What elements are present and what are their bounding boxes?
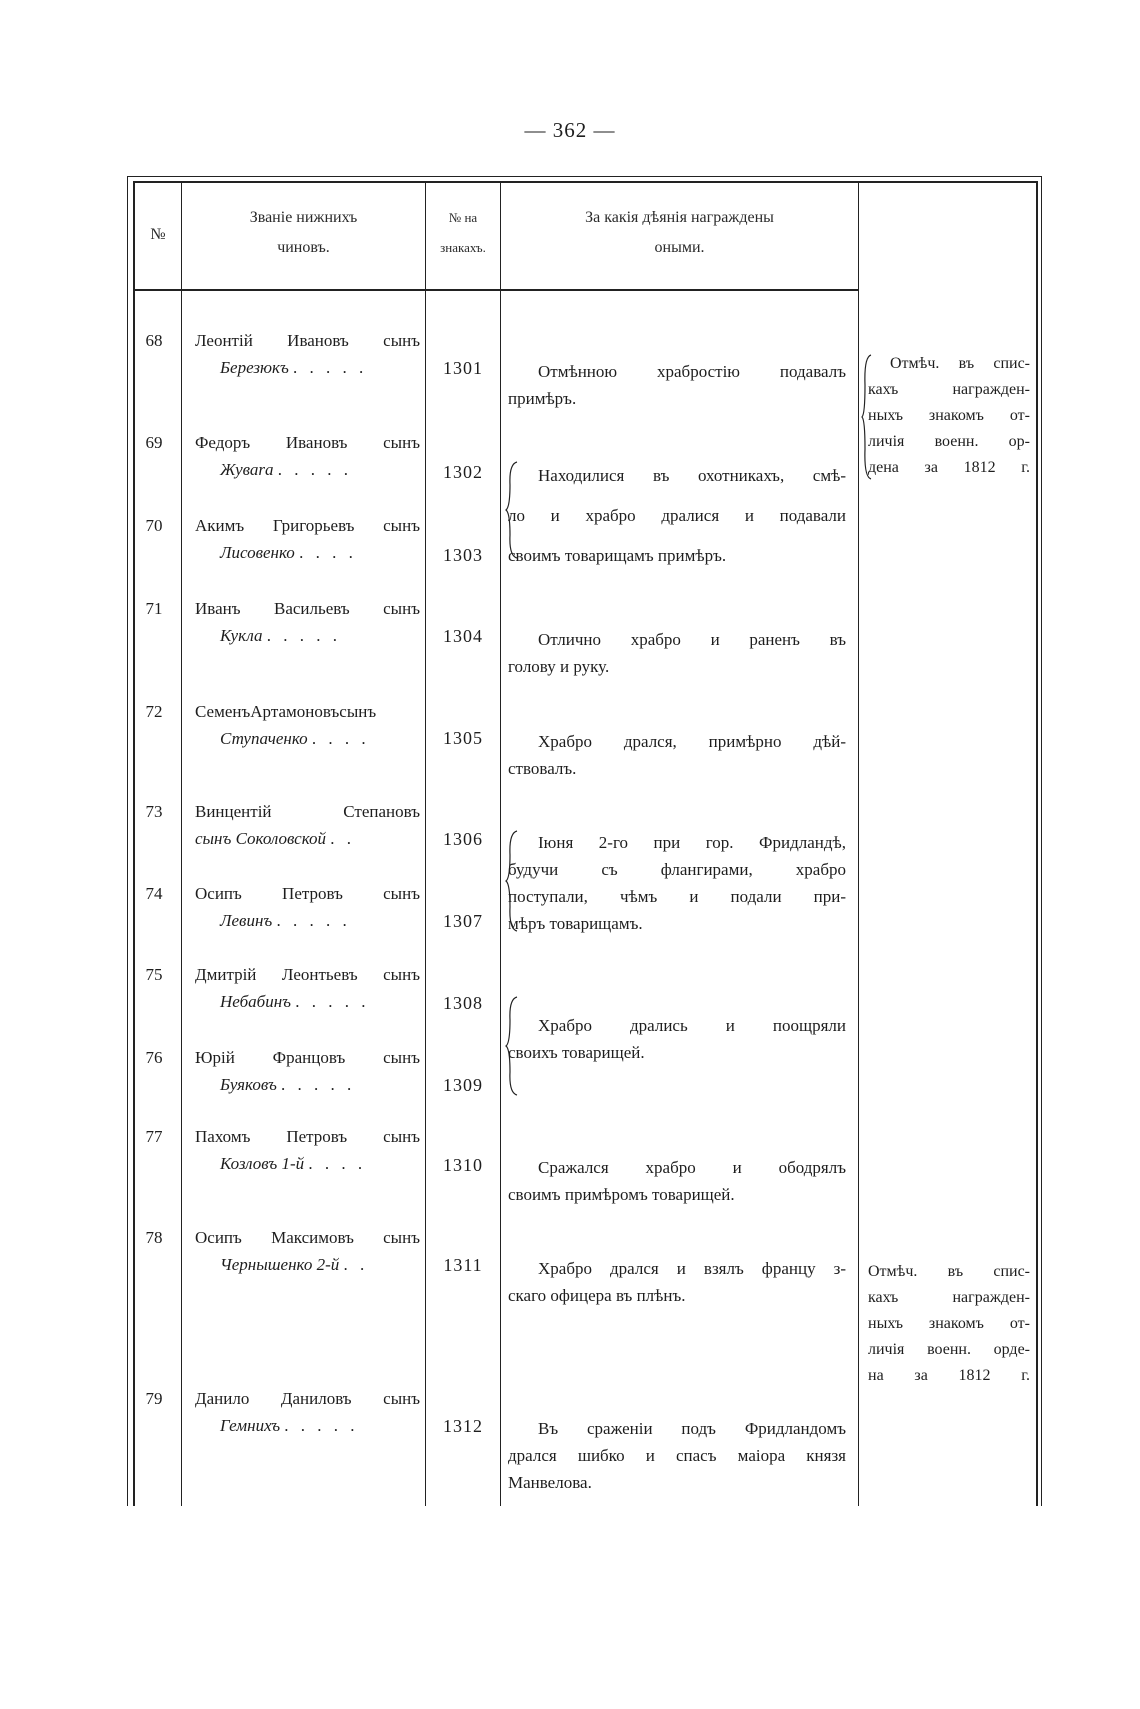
person-name	[195, 1123, 420, 1177]
header-rank	[182, 203, 425, 263]
leader-dots: . .	[330, 829, 356, 848]
badge-number: 1308	[443, 993, 483, 1013]
deed-line: Въ сраженіи подъ Фридландомъ	[538, 1419, 846, 1438]
person-name	[195, 880, 420, 934]
leader-dots: . . . . .	[281, 1075, 356, 1094]
person-name	[195, 327, 420, 381]
deed-text	[508, 1012, 846, 1066]
person-name	[195, 595, 420, 649]
person-name-line: Юрій Францовъ сынъ	[195, 1048, 420, 1067]
person-name	[195, 1385, 420, 1439]
leader-dots: . . . . .	[284, 1416, 359, 1435]
badge-number: 1312	[443, 1416, 483, 1436]
remark-line: ныхъ знакомъ от-	[868, 407, 1030, 424]
deed-text	[508, 1154, 846, 1208]
header-separator	[133, 289, 859, 291]
leader-dots: . . . .	[308, 1154, 367, 1173]
person-name	[195, 961, 420, 1015]
person-name-line: Федоръ Ивановъ сынъ	[195, 433, 420, 452]
header-badge	[426, 203, 500, 263]
column-divider-1	[181, 183, 182, 1506]
row-number: 68	[145, 331, 163, 350]
badge-number: 1305	[443, 728, 483, 748]
remark-line: дена за 1812 г.	[868, 459, 1030, 476]
person-name-line: Дмитрій Леонтьевъ сынъ	[195, 965, 420, 984]
person-surname: Березюкъ	[220, 358, 289, 377]
leader-dots: . . . .	[299, 543, 357, 562]
row-number: 78	[145, 1228, 163, 1247]
row-number: 79	[145, 1389, 163, 1408]
deed-line: Манвелова.	[508, 1473, 592, 1492]
remark-line: на за 1812 г.	[868, 1367, 1030, 1384]
table-border-left-outer	[127, 176, 128, 1506]
page-number: — 362 —	[524, 118, 616, 142]
person-surname: Левинъ	[220, 911, 273, 930]
person-name-line: Леонтій Ивановъ сынъ	[195, 331, 420, 350]
leader-dots: . .	[343, 1255, 369, 1274]
person-surname: Козловъ 1-й	[220, 1154, 305, 1173]
deed-line: Отмѣнною храбростію подавалъ	[538, 362, 846, 381]
deed-text	[508, 829, 846, 937]
badge-number: 1310	[443, 1155, 483, 1175]
table-border-top-inner	[133, 181, 1038, 183]
deed-text	[508, 358, 846, 412]
row-number: 73	[145, 802, 163, 821]
badge-number: 1311	[443, 1255, 483, 1275]
deed-text	[508, 626, 846, 680]
deed-line: Отлично храбро и раненъ въ	[538, 630, 846, 649]
row-number: 69	[145, 433, 163, 452]
person-surname: Ступаченко	[220, 729, 308, 748]
deed-text	[508, 1415, 846, 1496]
deed-line: будучи съ флангирами, храбро	[508, 860, 846, 879]
brace-rows-75-76	[505, 995, 521, 1097]
badge-number: 1302	[443, 462, 483, 482]
deed-line: своимъ товарищамъ примѣръ.	[508, 546, 727, 565]
remark-line: кахъ награжден-	[868, 1289, 1030, 1306]
deed-line: своимъ примѣромъ товарищей.	[508, 1185, 735, 1204]
remark-line: личія военн. ор-	[868, 433, 1030, 450]
deed-line: ствовалъ.	[508, 759, 577, 778]
header-badge-line2: знакахъ.	[440, 240, 486, 255]
person-name-line: Осипъ Максимовъ сынъ	[195, 1228, 420, 1247]
person-name-line: Данило Даниловъ сынъ	[195, 1389, 420, 1408]
deed-line: поступали, чѣмъ и подали при-	[508, 887, 846, 906]
row-number: 76	[145, 1048, 163, 1067]
row-number: 77	[145, 1127, 163, 1146]
deed-line: Находилися въ охотникахъ, смѣ-	[538, 466, 846, 485]
leader-dots: . . . . .	[295, 992, 370, 1011]
person-surname: Чернышенко 2-й	[220, 1255, 340, 1274]
deed-text	[508, 1255, 846, 1309]
deed-line: примѣръ.	[508, 389, 577, 408]
badge-number: 1309	[443, 1075, 483, 1095]
remark-note	[868, 1259, 1030, 1389]
person-name	[195, 798, 420, 852]
deed-line: скаго офицера въ плѣнъ.	[508, 1286, 686, 1305]
person-surname: Лисовенко	[220, 543, 295, 562]
leader-dots: . . . . .	[293, 358, 368, 377]
person-name	[195, 512, 420, 566]
badge-number: 1303	[443, 545, 483, 565]
person-name-line: Винцентій Степановъ	[195, 802, 420, 821]
table-border-left-inner	[133, 181, 135, 1506]
row-number: 74	[145, 884, 163, 903]
table-border-right-inner	[1036, 181, 1038, 1506]
table-border-right-outer	[1041, 176, 1042, 1506]
row-number: 71	[145, 599, 163, 618]
header-deed-line2: оными.	[654, 239, 705, 256]
person-name	[195, 698, 420, 752]
brace-rows-73-74	[505, 829, 521, 933]
person-surname: Кукла	[220, 626, 263, 645]
column-divider-2	[425, 183, 426, 1506]
leader-dots: . . . . .	[266, 626, 342, 645]
leader-dots: . . . . .	[276, 911, 351, 930]
person-surname: Небабинъ	[220, 992, 291, 1011]
header-num: №	[150, 226, 166, 243]
badge-number: 1301	[443, 358, 483, 378]
remark-line: Отмѣч. въ спис-	[890, 355, 1030, 372]
leader-dots: . . . .	[311, 729, 370, 748]
deed-line: мѣръ товарищамъ.	[508, 914, 643, 933]
column-divider-4	[858, 183, 859, 1506]
remark-line: Отмѣч. въ спис-	[868, 1263, 1030, 1280]
person-name-line: Акимъ Григорьевъ сынъ	[195, 516, 420, 535]
deed-line: Іюня 2-го при гор. Фридландѣ,	[538, 833, 846, 852]
person-name	[195, 1044, 420, 1098]
header-rank-line2: чиновъ.	[277, 239, 330, 256]
deed-line: Храбро дрался, примѣрно дѣй-	[538, 732, 846, 751]
person-name-line: Пахомъ Петровъ сынъ	[195, 1127, 420, 1146]
badge-number: 1304	[443, 626, 483, 646]
person-name	[195, 429, 420, 483]
person-name	[195, 1224, 420, 1278]
header-badge-line1: № на	[448, 210, 478, 225]
person-name-line: Осипъ Петровъ сынъ	[195, 884, 420, 903]
person-surname: Жуваra	[220, 460, 274, 479]
deed-line: своихъ товарищей.	[508, 1043, 645, 1062]
brace-note-1	[861, 353, 875, 481]
badge-number: 1306	[443, 829, 483, 849]
remark-line: личія военн. орде-	[868, 1341, 1030, 1358]
deed-line: Сражался храбро и ободрялъ	[538, 1158, 846, 1177]
deed-text	[508, 462, 846, 569]
deed-line: Храбро дрались и поощряли	[538, 1016, 846, 1035]
leader-dots: . . . . .	[277, 460, 352, 479]
person-name-line: СеменъАртамоновъсынъ	[195, 702, 377, 721]
row-number: 72	[145, 702, 163, 721]
remark-line: ныхъ знакомъ от-	[868, 1315, 1030, 1332]
row-number: 75	[145, 965, 163, 984]
column-divider-3	[500, 183, 501, 1506]
header-deed-line1: За какія дѣянія награждены	[585, 209, 774, 226]
deed-line: Храбро дрался и взялъ францу з-	[538, 1259, 846, 1278]
table-border-top-outer	[127, 176, 1042, 177]
person-surname: Буяковъ	[220, 1075, 277, 1094]
brace-rows-69-70	[505, 460, 521, 560]
person-surname: сынъ Соколовской	[195, 829, 327, 848]
deed-text	[508, 728, 846, 782]
deed-line: ло и храбро дралися и подавали	[508, 506, 846, 525]
header-deed	[501, 203, 858, 263]
person-name-line: Иванъ Васильевъ сынъ	[195, 599, 420, 618]
row-number: 70	[145, 516, 163, 535]
remark-note	[868, 351, 1030, 481]
header-rank-line1: Званіе нижнихъ	[249, 209, 358, 226]
remark-line: кахъ награжден-	[868, 381, 1030, 398]
badge-number: 1307	[443, 911, 483, 931]
deed-line: дрался шибко и спасъ маіора князя	[508, 1446, 846, 1465]
deed-line: голову и руку.	[508, 657, 610, 676]
person-surname: Гемнихъ	[220, 1416, 281, 1435]
